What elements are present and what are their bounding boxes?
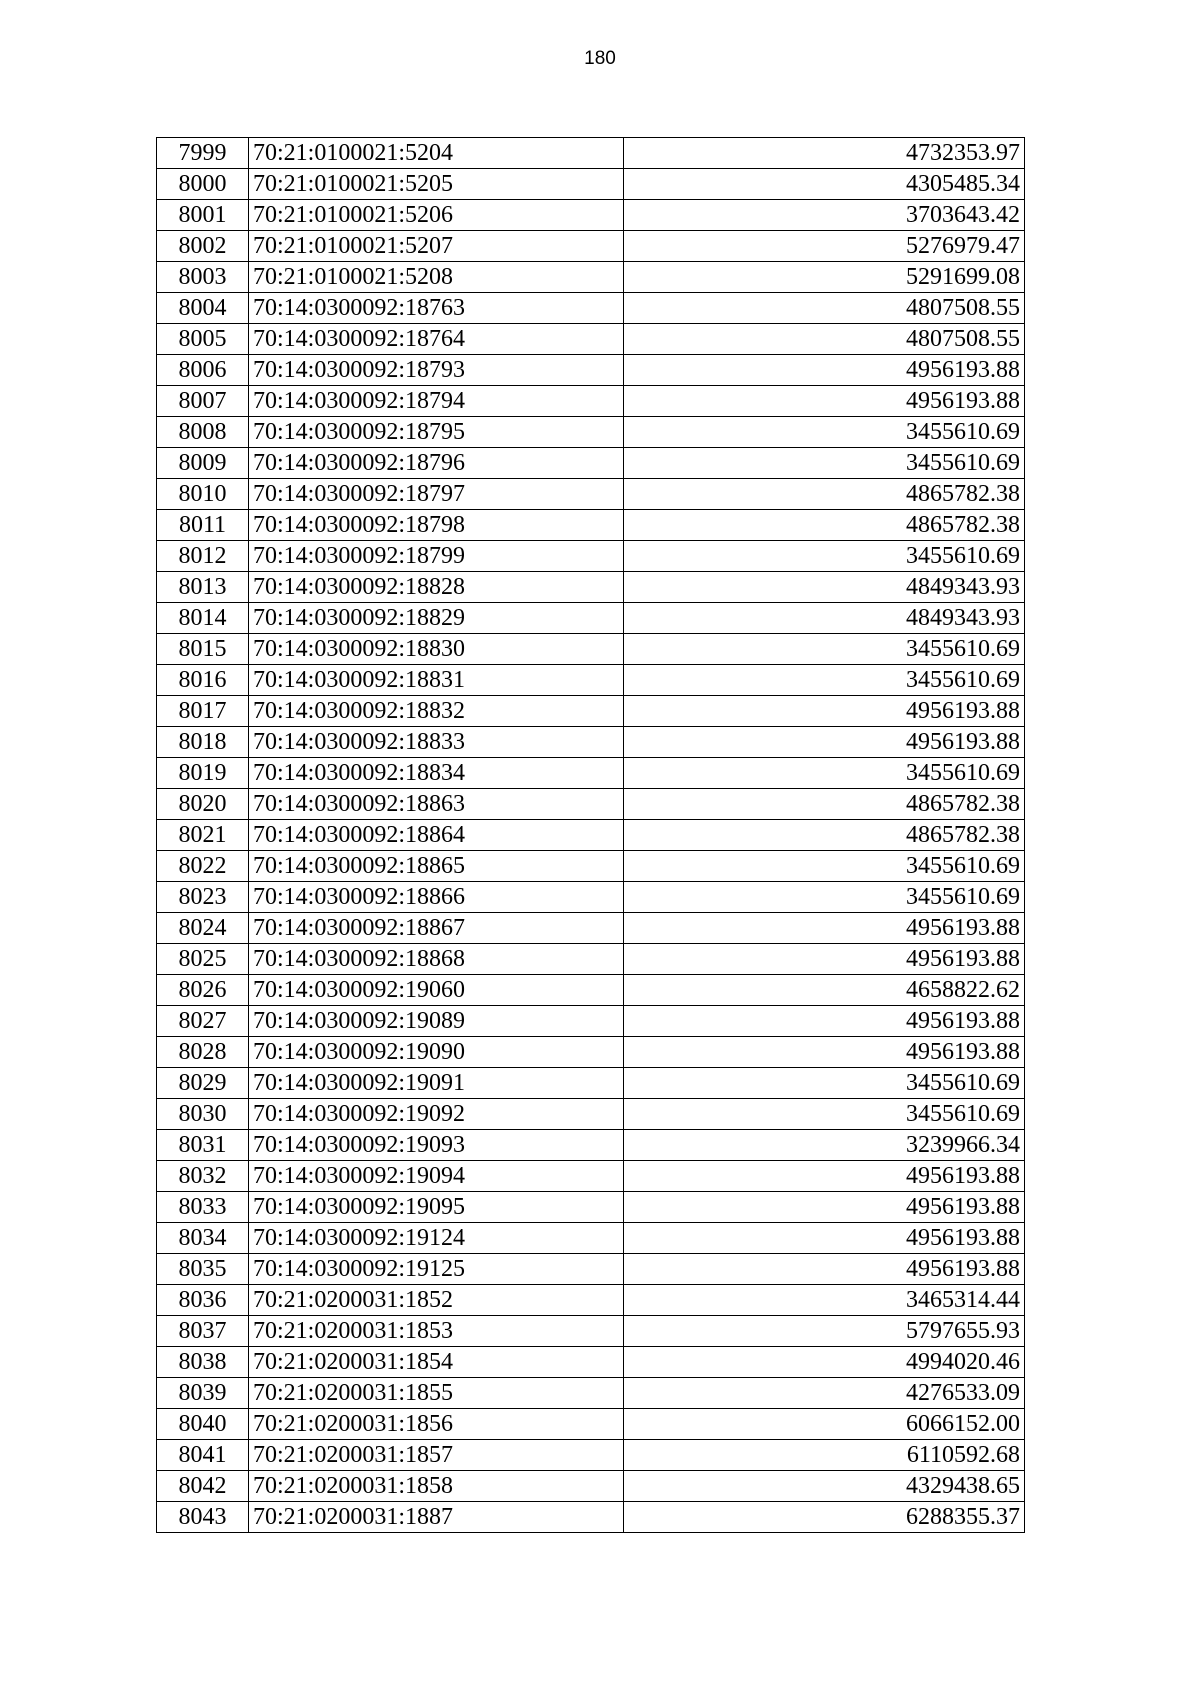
cadastral-value-cell: 3465314.44 — [624, 1285, 1025, 1316]
cadastral-number-cell: 70:21:0200031:1887 — [249, 1502, 624, 1533]
row-number-cell: 8002 — [157, 231, 249, 262]
cadastral-number-cell: 70:14:0300092:18830 — [249, 634, 624, 665]
cadastral-number-cell: 70:14:0300092:19090 — [249, 1037, 624, 1068]
row-number-cell: 8012 — [157, 541, 249, 572]
cadastral-value-cell: 4956193.88 — [624, 355, 1025, 386]
table-row — [157, 293, 1025, 324]
cadastral-number-cell: 70:21:0200031:1853 — [249, 1316, 624, 1347]
cadastral-number-cell: 70:14:0300092:18764 — [249, 324, 624, 355]
table-row — [157, 1223, 1025, 1254]
table-row — [157, 510, 1025, 541]
row-number-cell: 8006 — [157, 355, 249, 386]
row-number-cell: 8032 — [157, 1161, 249, 1192]
cadastral-value-cell: 4956193.88 — [624, 1223, 1025, 1254]
table-row — [157, 479, 1025, 510]
row-number-cell: 8009 — [157, 448, 249, 479]
cadastral-number-cell: 70:21:0200031:1857 — [249, 1440, 624, 1471]
table-row — [157, 231, 1025, 262]
cadastral-number-cell: 70:14:0300092:19091 — [249, 1068, 624, 1099]
row-number-cell: 7999 — [157, 138, 249, 169]
cadastral-value-cell: 4849343.93 — [624, 603, 1025, 634]
row-number-cell: 8020 — [157, 789, 249, 820]
table-row — [157, 1502, 1025, 1533]
row-number-cell: 8026 — [157, 975, 249, 1006]
row-number-cell: 8004 — [157, 293, 249, 324]
cadastral-value-table — [156, 137, 1025, 1533]
cadastral-number-cell: 70:14:0300092:19124 — [249, 1223, 624, 1254]
cadastral-number-cell: 70:14:0300092:19094 — [249, 1161, 624, 1192]
cadastral-value-cell: 3455610.69 — [624, 448, 1025, 479]
cadastral-number-cell: 70:21:0200031:1856 — [249, 1409, 624, 1440]
cadastral-number-cell: 70:14:0300092:19093 — [249, 1130, 624, 1161]
cadastral-number-cell: 70:21:0100021:5204 — [249, 138, 624, 169]
table-row — [157, 665, 1025, 696]
table-row — [157, 541, 1025, 572]
table-row — [157, 1130, 1025, 1161]
cadastral-number-cell: 70:14:0300092:18797 — [249, 479, 624, 510]
table-row — [157, 417, 1025, 448]
cadastral-value-cell: 4865782.38 — [624, 479, 1025, 510]
table-row — [157, 1254, 1025, 1285]
cadastral-number-cell: 70:14:0300092:18829 — [249, 603, 624, 634]
cadastral-value-cell: 3455610.69 — [624, 851, 1025, 882]
table-row — [157, 851, 1025, 882]
cadastral-value-cell: 4732353.97 — [624, 138, 1025, 169]
row-number-cell: 8005 — [157, 324, 249, 355]
cadastral-number-cell: 70:14:0300092:18794 — [249, 386, 624, 417]
table-row — [157, 1440, 1025, 1471]
table-row — [157, 789, 1025, 820]
cadastral-value-cell: 4865782.38 — [624, 820, 1025, 851]
row-number-cell: 8036 — [157, 1285, 249, 1316]
table-row — [157, 1099, 1025, 1130]
cadastral-value-cell: 4956193.88 — [624, 696, 1025, 727]
table-row — [157, 572, 1025, 603]
cadastral-number-cell: 70:14:0300092:18834 — [249, 758, 624, 789]
row-number-cell: 8016 — [157, 665, 249, 696]
table-row — [157, 1347, 1025, 1378]
page-number: 180 — [584, 48, 616, 69]
cadastral-number-cell: 70:14:0300092:18865 — [249, 851, 624, 882]
cadastral-value-cell: 4849343.93 — [624, 572, 1025, 603]
cadastral-value-cell: 4329438.65 — [624, 1471, 1025, 1502]
table-row — [157, 448, 1025, 479]
row-number-cell: 8029 — [157, 1068, 249, 1099]
cadastral-value-cell: 3455610.69 — [624, 882, 1025, 913]
cadastral-value-cell: 5797655.93 — [624, 1316, 1025, 1347]
cadastral-value-cell: 4807508.55 — [624, 293, 1025, 324]
table-row — [157, 634, 1025, 665]
cadastral-value-cell: 3455610.69 — [624, 1099, 1025, 1130]
table-row — [157, 169, 1025, 200]
row-number-cell: 8013 — [157, 572, 249, 603]
row-number-cell: 8033 — [157, 1192, 249, 1223]
cadastral-value-cell: 4865782.38 — [624, 510, 1025, 541]
table-row — [157, 138, 1025, 169]
row-number-cell: 8041 — [157, 1440, 249, 1471]
cadastral-number-cell: 70:14:0300092:19095 — [249, 1192, 624, 1223]
table-row — [157, 1378, 1025, 1409]
row-number-cell: 8031 — [157, 1130, 249, 1161]
row-number-cell: 8019 — [157, 758, 249, 789]
cadastral-number-cell: 70:14:0300092:19125 — [249, 1254, 624, 1285]
cadastral-value-cell: 4276533.09 — [624, 1378, 1025, 1409]
table-row — [157, 1409, 1025, 1440]
cadastral-number-cell: 70:14:0300092:18833 — [249, 727, 624, 758]
cadastral-number-cell: 70:14:0300092:18831 — [249, 665, 624, 696]
row-number-cell: 8035 — [157, 1254, 249, 1285]
cadastral-value-cell: 4956193.88 — [624, 1192, 1025, 1223]
table-row — [157, 355, 1025, 386]
row-number-cell: 8030 — [157, 1099, 249, 1130]
cadastral-value-cell: 3455610.69 — [624, 541, 1025, 572]
row-number-cell: 8042 — [157, 1471, 249, 1502]
row-number-cell: 8017 — [157, 696, 249, 727]
row-number-cell: 8007 — [157, 386, 249, 417]
cadastral-number-cell: 70:14:0300092:18863 — [249, 789, 624, 820]
cadastral-value-cell: 3455610.69 — [624, 417, 1025, 448]
cadastral-number-cell: 70:14:0300092:18799 — [249, 541, 624, 572]
cadastral-number-cell: 70:14:0300092:18763 — [249, 293, 624, 324]
table-row — [157, 324, 1025, 355]
cadastral-number-cell: 70:21:0200031:1854 — [249, 1347, 624, 1378]
cadastral-value-cell: 6066152.00 — [624, 1409, 1025, 1440]
table-row — [157, 1068, 1025, 1099]
table-row — [157, 1192, 1025, 1223]
cadastral-number-cell: 70:21:0200031:1852 — [249, 1285, 624, 1316]
cadastral-value-cell: 6288355.37 — [624, 1502, 1025, 1533]
cadastral-value-cell: 3455610.69 — [624, 1068, 1025, 1099]
table-row — [157, 727, 1025, 758]
table-body — [157, 138, 1025, 1533]
cadastral-number-cell: 70:14:0300092:18798 — [249, 510, 624, 541]
row-number-cell: 8008 — [157, 417, 249, 448]
table-row — [157, 1161, 1025, 1192]
row-number-cell: 8038 — [157, 1347, 249, 1378]
cadastral-number-cell: 70:14:0300092:18867 — [249, 913, 624, 944]
table-row — [157, 975, 1025, 1006]
cadastral-value-cell: 4956193.88 — [624, 1037, 1025, 1068]
cadastral-number-cell: 70:14:0300092:18795 — [249, 417, 624, 448]
table-row — [157, 386, 1025, 417]
row-number-cell: 8018 — [157, 727, 249, 758]
table-row — [157, 200, 1025, 231]
row-number-cell: 8011 — [157, 510, 249, 541]
table-row — [157, 1316, 1025, 1347]
cadastral-number-cell: 70:14:0300092:18793 — [249, 355, 624, 386]
cadastral-number-cell: 70:21:0100021:5205 — [249, 169, 624, 200]
row-number-cell: 8037 — [157, 1316, 249, 1347]
cadastral-value-cell: 5291699.08 — [624, 262, 1025, 293]
row-number-cell: 8028 — [157, 1037, 249, 1068]
cadastral-value-cell: 4956193.88 — [624, 386, 1025, 417]
cadastral-number-cell: 70:21:0100021:5207 — [249, 231, 624, 262]
row-number-cell: 8043 — [157, 1502, 249, 1533]
row-number-cell: 8034 — [157, 1223, 249, 1254]
row-number-cell: 8003 — [157, 262, 249, 293]
cadastral-value-cell: 3703643.42 — [624, 200, 1025, 231]
cadastral-value-cell: 4956193.88 — [624, 913, 1025, 944]
cadastral-number-cell: 70:14:0300092:18864 — [249, 820, 624, 851]
row-number-cell: 8021 — [157, 820, 249, 851]
table-row — [157, 1037, 1025, 1068]
table-row — [157, 913, 1025, 944]
row-number-cell: 8025 — [157, 944, 249, 975]
cadastral-number-cell: 70:21:0100021:5206 — [249, 200, 624, 231]
cadastral-value-cell: 6110592.68 — [624, 1440, 1025, 1471]
cadastral-number-cell: 70:14:0300092:18796 — [249, 448, 624, 479]
cadastral-number-cell: 70:14:0300092:19089 — [249, 1006, 624, 1037]
cadastral-number-cell: 70:14:0300092:18832 — [249, 696, 624, 727]
table-row — [157, 882, 1025, 913]
cadastral-value-cell: 4305485.34 — [624, 169, 1025, 200]
cadastral-number-cell: 70:21:0100021:5208 — [249, 262, 624, 293]
cadastral-value-cell: 5276979.47 — [624, 231, 1025, 262]
cadastral-number-cell: 70:14:0300092:19060 — [249, 975, 624, 1006]
table-row — [157, 820, 1025, 851]
row-number-cell: 8001 — [157, 200, 249, 231]
table-row — [157, 603, 1025, 634]
row-number-cell: 8014 — [157, 603, 249, 634]
row-number-cell: 8000 — [157, 169, 249, 200]
cadastral-value-cell: 4956193.88 — [624, 727, 1025, 758]
cadastral-number-cell: 70:14:0300092:18828 — [249, 572, 624, 603]
cadastral-number-cell: 70:21:0200031:1858 — [249, 1471, 624, 1502]
cadastral-number-cell: 70:14:0300092:19092 — [249, 1099, 624, 1130]
table-row — [157, 944, 1025, 975]
cadastral-value-cell: 4658822.62 — [624, 975, 1025, 1006]
row-number-cell: 8039 — [157, 1378, 249, 1409]
cadastral-number-cell: 70:14:0300092:18866 — [249, 882, 624, 913]
cadastral-value-cell: 3455610.69 — [624, 758, 1025, 789]
row-number-cell: 8010 — [157, 479, 249, 510]
row-number-cell: 8024 — [157, 913, 249, 944]
table-row — [157, 758, 1025, 789]
table-row — [157, 1471, 1025, 1502]
row-number-cell: 8015 — [157, 634, 249, 665]
table-row — [157, 1285, 1025, 1316]
table-row — [157, 262, 1025, 293]
cadastral-value-cell: 4956193.88 — [624, 1006, 1025, 1037]
cadastral-value-cell: 3455610.69 — [624, 665, 1025, 696]
cadastral-value-cell: 4956193.88 — [624, 944, 1025, 975]
cadastral-value-cell: 4865782.38 — [624, 789, 1025, 820]
cadastral-value-cell: 4956193.88 — [624, 1161, 1025, 1192]
cadastral-value-cell: 3239966.34 — [624, 1130, 1025, 1161]
cadastral-number-cell: 70:14:0300092:18868 — [249, 944, 624, 975]
row-number-cell: 8022 — [157, 851, 249, 882]
row-number-cell: 8027 — [157, 1006, 249, 1037]
table-row — [157, 696, 1025, 727]
cadastral-value-cell: 3455610.69 — [624, 634, 1025, 665]
row-number-cell: 8040 — [157, 1409, 249, 1440]
row-number-cell: 8023 — [157, 882, 249, 913]
cadastral-value-cell: 4807508.55 — [624, 324, 1025, 355]
cadastral-value-cell: 4956193.88 — [624, 1254, 1025, 1285]
table-row — [157, 1006, 1025, 1037]
cadastral-value-cell: 4994020.46 — [624, 1347, 1025, 1378]
cadastral-number-cell: 70:21:0200031:1855 — [249, 1378, 624, 1409]
